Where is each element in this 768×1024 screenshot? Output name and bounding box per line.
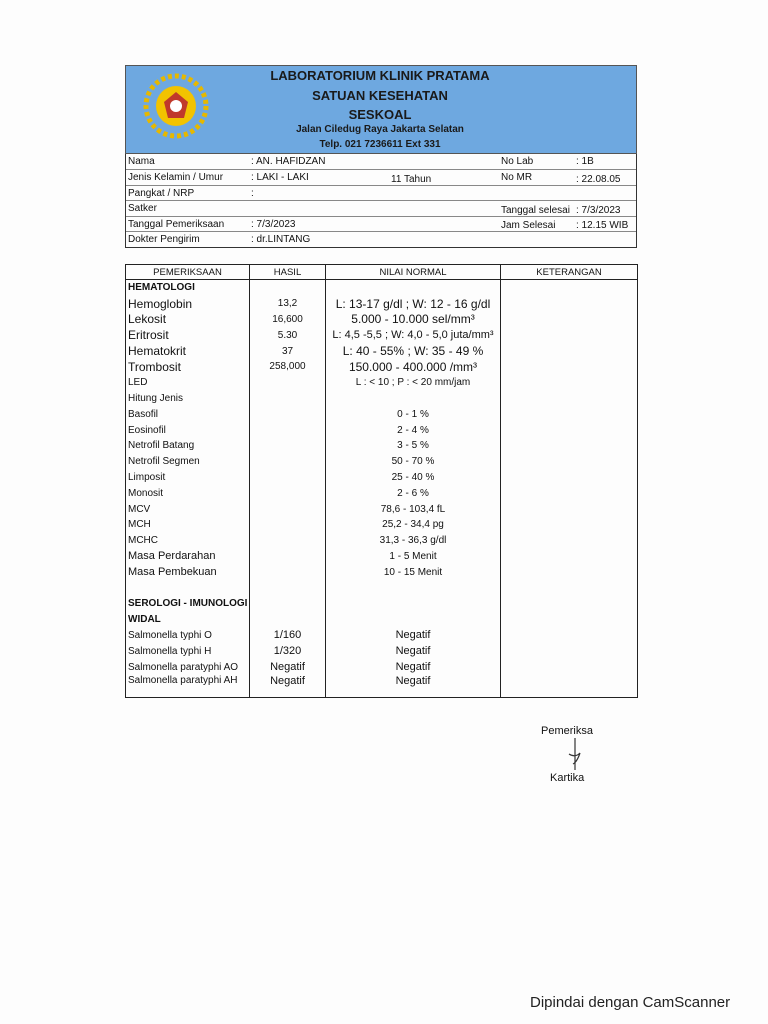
test-note xyxy=(501,517,638,533)
test-name: Monosit xyxy=(126,485,250,501)
table-row xyxy=(126,517,638,533)
test-note xyxy=(501,596,638,612)
nolab-value: : 1B xyxy=(576,156,594,167)
test-result: 1/160 xyxy=(250,628,326,644)
test-result xyxy=(250,438,326,454)
test-normal-range: 50 - 70 % xyxy=(326,454,501,470)
table-row xyxy=(126,454,638,470)
table-row xyxy=(126,296,638,312)
header-line-3: SESKOAL xyxy=(348,107,412,122)
test-result xyxy=(250,564,326,580)
table-row xyxy=(126,422,638,438)
tanggal-pemeriksaan-label: Tanggal Pemeriksaan xyxy=(128,219,225,230)
test-note xyxy=(501,312,638,328)
test-name: Hemoglobin xyxy=(126,296,250,312)
test-name: Netrofil Segmen xyxy=(126,454,250,470)
test-result: 16,600 xyxy=(250,312,326,328)
column-header-keterangan: KETERANGAN xyxy=(501,265,638,280)
dokter-value: : dr.LINTANG xyxy=(251,234,311,245)
column-header-hasil: HASIL xyxy=(250,265,326,280)
test-result xyxy=(250,580,326,596)
nomr-label: No MR xyxy=(501,172,533,183)
test-note xyxy=(501,628,638,644)
test-note xyxy=(501,280,638,296)
test-note xyxy=(501,580,638,596)
test-note xyxy=(501,675,638,698)
header-phone: Telp. 021 7236611 Ext 331 xyxy=(319,139,441,150)
test-normal-range: 78,6 - 103,4 fL xyxy=(326,501,501,517)
test-result xyxy=(250,391,326,407)
table-row xyxy=(126,643,638,659)
test-result xyxy=(250,280,326,296)
test-normal-range: 25 - 40 % xyxy=(326,470,501,486)
pangkat-value: : xyxy=(251,188,254,199)
table-row xyxy=(126,596,638,612)
test-normal-range: 150.000 - 400.000 /mm³ xyxy=(326,359,501,375)
test-result xyxy=(250,612,326,628)
pangkat-label: Pangkat / NRP xyxy=(128,188,195,199)
test-normal-range: Negatif xyxy=(326,628,501,644)
header-address: Jalan Ciledug Raya Jakarta Selatan xyxy=(296,124,464,135)
table-row xyxy=(126,485,638,501)
umur-value: 11 Tahun xyxy=(391,174,432,185)
test-name: Lekosit xyxy=(126,312,250,328)
test-normal-range: 3 - 5 % xyxy=(326,438,501,454)
test-result xyxy=(250,470,326,486)
test-normal-range: 1 - 5 Menit xyxy=(326,549,501,565)
test-note xyxy=(501,643,638,659)
test-normal-range xyxy=(326,596,501,612)
test-name: MCH xyxy=(126,517,250,533)
test-normal-range: Negatif xyxy=(326,675,501,698)
test-note xyxy=(501,438,638,454)
dokter-label: Dokter Pengirim xyxy=(128,234,200,245)
test-name: WIDAL xyxy=(126,612,250,628)
test-note xyxy=(501,422,638,438)
table-row xyxy=(126,438,638,454)
jam-selesai-value: : 12.15 WIB xyxy=(576,220,629,231)
header-line-1: LABORATORIUM KLINIK PRATAMA xyxy=(270,68,490,83)
test-name: LED xyxy=(126,375,250,391)
test-result xyxy=(250,406,326,422)
nomr-value: : 22.08.05 xyxy=(576,174,621,185)
test-result: 1/320 xyxy=(250,643,326,659)
test-result xyxy=(250,454,326,470)
test-name: Salmonella paratyphi AO xyxy=(126,659,250,675)
test-note xyxy=(501,564,638,580)
test-result: 258,000 xyxy=(250,359,326,375)
jenis-kelamin-label: Jenis Kelamin / Umur xyxy=(128,172,224,183)
seskoal-emblem-icon xyxy=(140,70,212,142)
tanggal-selesai-value: : 7/3/2023 xyxy=(576,205,621,216)
table-row xyxy=(126,327,638,343)
table-row xyxy=(126,359,638,375)
test-normal-range xyxy=(326,280,501,296)
jenis-kelamin-value: : LAKI - LAKI xyxy=(251,172,309,183)
test-result xyxy=(250,596,326,612)
tanggal-selesai-label: Tanggal selesai xyxy=(501,205,570,216)
test-normal-range xyxy=(326,612,501,628)
table-row xyxy=(126,391,638,407)
test-name: Netrofil Batang xyxy=(126,438,250,454)
test-normal-range: L: 40 - 55% ; W: 35 - 49 % xyxy=(326,343,501,359)
table-row xyxy=(126,659,638,675)
signature-name: Kartika xyxy=(550,772,585,784)
test-name: Hitung Jenis xyxy=(126,391,250,407)
test-normal-range: Negatif xyxy=(326,659,501,675)
test-name: MCV xyxy=(126,501,250,517)
test-name: Trombosit xyxy=(126,359,250,375)
test-normal-range: Negatif xyxy=(326,643,501,659)
test-normal-range: L: 13-17 g/dl ; W: 12 - 16 g/dl xyxy=(326,296,501,312)
test-note xyxy=(501,612,638,628)
table-row xyxy=(126,533,638,549)
test-normal-range: 2 - 6 % xyxy=(326,485,501,501)
test-note xyxy=(501,470,638,486)
test-normal-range: L : < 10 ; P : < 20 mm/jam xyxy=(326,375,501,391)
test-result xyxy=(250,533,326,549)
test-result xyxy=(250,422,326,438)
test-result xyxy=(250,375,326,391)
test-name: Salmonella typhi H xyxy=(126,643,250,659)
lab-results-table xyxy=(125,264,638,698)
test-name: Masa Perdarahan xyxy=(126,549,250,565)
table-row xyxy=(126,501,638,517)
table-row xyxy=(126,675,638,698)
test-result: 37 xyxy=(250,343,326,359)
test-name: HEMATOLOGI xyxy=(126,280,250,296)
test-result: Negatif xyxy=(250,675,326,698)
column-header-pemeriksaan: PEMERIKSAAN xyxy=(126,265,250,280)
table-row xyxy=(126,280,638,296)
test-name: MCHC xyxy=(126,533,250,549)
test-normal-range: 5.000 - 10.000 sel/mm³ xyxy=(326,312,501,328)
test-normal-range: L: 4,5 -5,5 ; W: 4,0 - 5,0 juta/mm³ xyxy=(326,327,501,343)
test-name: Eritrosit xyxy=(126,327,250,343)
signature-mark-icon xyxy=(560,736,590,774)
test-result xyxy=(250,517,326,533)
nama-value: : AN. HAFIDZAN xyxy=(251,156,326,167)
test-note xyxy=(501,375,638,391)
test-name: Basofil xyxy=(126,406,250,422)
test-normal-range xyxy=(326,580,501,596)
test-result xyxy=(250,485,326,501)
test-note xyxy=(501,549,638,565)
test-name: Hematokrit xyxy=(126,343,250,359)
test-normal-range: 31,3 - 36,3 g/dl xyxy=(326,533,501,549)
table-row xyxy=(126,406,638,422)
table-row xyxy=(126,312,638,328)
test-name: Salmonella typhi O xyxy=(126,628,250,644)
test-normal-range: 0 - 1 % xyxy=(326,406,501,422)
test-result xyxy=(250,501,326,517)
nama-label: Nama xyxy=(128,156,155,167)
signature-title: Pemeriksa xyxy=(541,725,593,737)
patient-info-box xyxy=(125,154,637,248)
test-result: Negatif xyxy=(250,659,326,675)
test-name: Eosinofil xyxy=(126,422,250,438)
test-result: 13,2 xyxy=(250,296,326,312)
table-row xyxy=(126,628,638,644)
test-note xyxy=(501,343,638,359)
tanggal-pemeriksaan-value: : 7/3/2023 xyxy=(251,219,296,230)
table-row xyxy=(126,580,638,596)
test-note xyxy=(501,406,638,422)
test-result xyxy=(250,549,326,565)
test-note xyxy=(501,485,638,501)
satker-label: Satker xyxy=(128,203,157,214)
test-name: Masa Pembekuan xyxy=(126,564,250,580)
test-note xyxy=(501,454,638,470)
test-note xyxy=(501,533,638,549)
test-name: SEROLOGI - IMUNOLOGI xyxy=(126,596,250,612)
test-name xyxy=(126,580,250,596)
test-note xyxy=(501,296,638,312)
test-note xyxy=(501,327,638,343)
test-normal-range: 25,2 - 34,4 pg xyxy=(326,517,501,533)
test-name: Salmonella paratyphi AH xyxy=(126,675,250,698)
nolab-label: No Lab xyxy=(501,156,534,167)
table-row xyxy=(126,343,638,359)
table-row xyxy=(126,549,638,565)
table-row xyxy=(126,375,638,391)
test-note xyxy=(501,501,638,517)
test-normal-range xyxy=(326,391,501,407)
camscanner-footer: Dipindai dengan CamScanner xyxy=(530,994,731,1011)
test-normal-range: 2 - 4 % xyxy=(326,422,501,438)
jam-selesai-label: Jam Selesai xyxy=(501,220,556,231)
table-row xyxy=(126,470,638,486)
test-note xyxy=(501,359,638,375)
test-normal-range: 10 - 15 Menit xyxy=(326,564,501,580)
test-note xyxy=(501,659,638,675)
table-row xyxy=(126,564,638,580)
header-line-2: SATUAN KESEHATAN xyxy=(312,88,448,103)
test-result: 5.30 xyxy=(250,327,326,343)
column-header-nilai-normal: NILAI NORMAL xyxy=(326,265,501,280)
table-row xyxy=(126,612,638,628)
test-name: Limposit xyxy=(126,470,250,486)
test-note xyxy=(501,391,638,407)
